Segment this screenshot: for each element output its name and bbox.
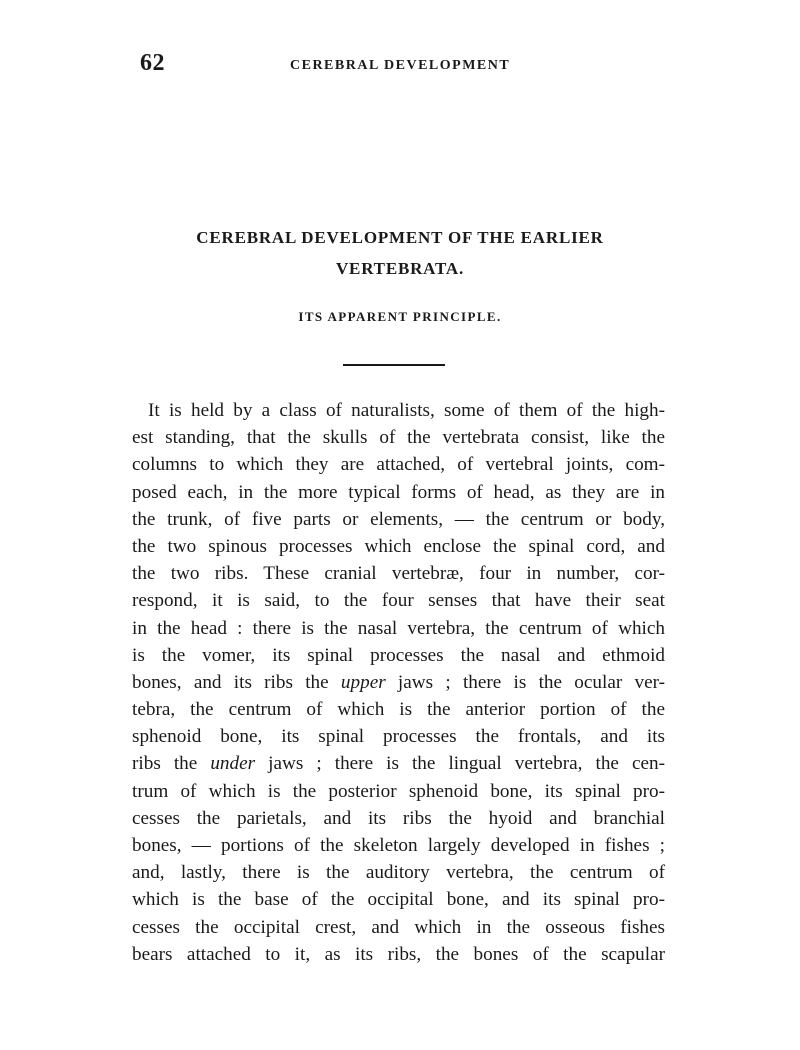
running-title: CEREBRAL DEVELOPMENT — [290, 58, 511, 73]
text-line: the two ribs. These cranial vertebræ, four in number, cor- — [132, 563, 665, 585]
text-line: bones, and its ribs the upper jaws ; there is the ocular ver- — [132, 671, 665, 693]
text-line: cesses the parietals, and its ribs the hyoid and branchial — [132, 807, 665, 829]
text-line: in the head : there is the nasal vertebra, the centrum of which — [132, 617, 665, 639]
running-head — [140, 50, 660, 80]
text-line: is the vomer, its spinal processes the nasal and ethmoid — [132, 644, 665, 666]
text-line: bones, — portions of the skeleton largely developed in fishes ; — [132, 835, 665, 856]
section-divider — [343, 364, 445, 366]
body-paragraph — [132, 397, 665, 968]
text-line: respond, it is said, to the four senses that have their seat — [132, 590, 665, 612]
chapter-title-line-1: CEREBRAL DEVELOPMENT OF THE EARLIER — [196, 228, 604, 247]
chapter-title-line-2: VERTEBRATA. — [335, 259, 464, 278]
text-line: columns to which they are attached, of vertebral joints, com- — [132, 454, 665, 476]
chapter-title — [140, 222, 660, 284]
text-line: sphenoid bone, its spinal processes the frontals, and its — [132, 726, 665, 748]
text-line: the trunk, of five parts or elements, — the centrum or body, — [132, 508, 665, 530]
text-line: and, lastly, there is the auditory vertebra, the centrum of — [132, 862, 665, 884]
text-line: ribs the under jaws ; there is the lingual vertebra, the cen- — [132, 753, 665, 775]
chapter-subtitle: ITS APPARENT PRINCIPLE. — [298, 309, 502, 324]
text-line: It is held by a class of naturalists, some of them of the high- — [148, 400, 665, 421]
text-line: tebra, the centrum of which is the anterior portion of the — [132, 699, 665, 721]
text-line: which is the base of the occipital bone, and its spinal pro- — [132, 889, 665, 911]
text-line: est standing, that the skulls of the vertebrata consist, like the — [132, 427, 665, 449]
page-number: 62 — [140, 50, 165, 76]
text-line: posed each, in the more typical forms of head, as they are in — [132, 481, 665, 503]
text-line: trum of which is the posterior sphenoid bone, its spinal pro- — [132, 780, 665, 802]
text-line: the two spinous processes which enclose the spinal cord, and — [132, 535, 665, 557]
text-line: cesses the occipital crest, and which in the osseous fishes — [132, 916, 665, 938]
text-line: bears attached to it, as its ribs, the bones of the scapular — [132, 943, 665, 965]
